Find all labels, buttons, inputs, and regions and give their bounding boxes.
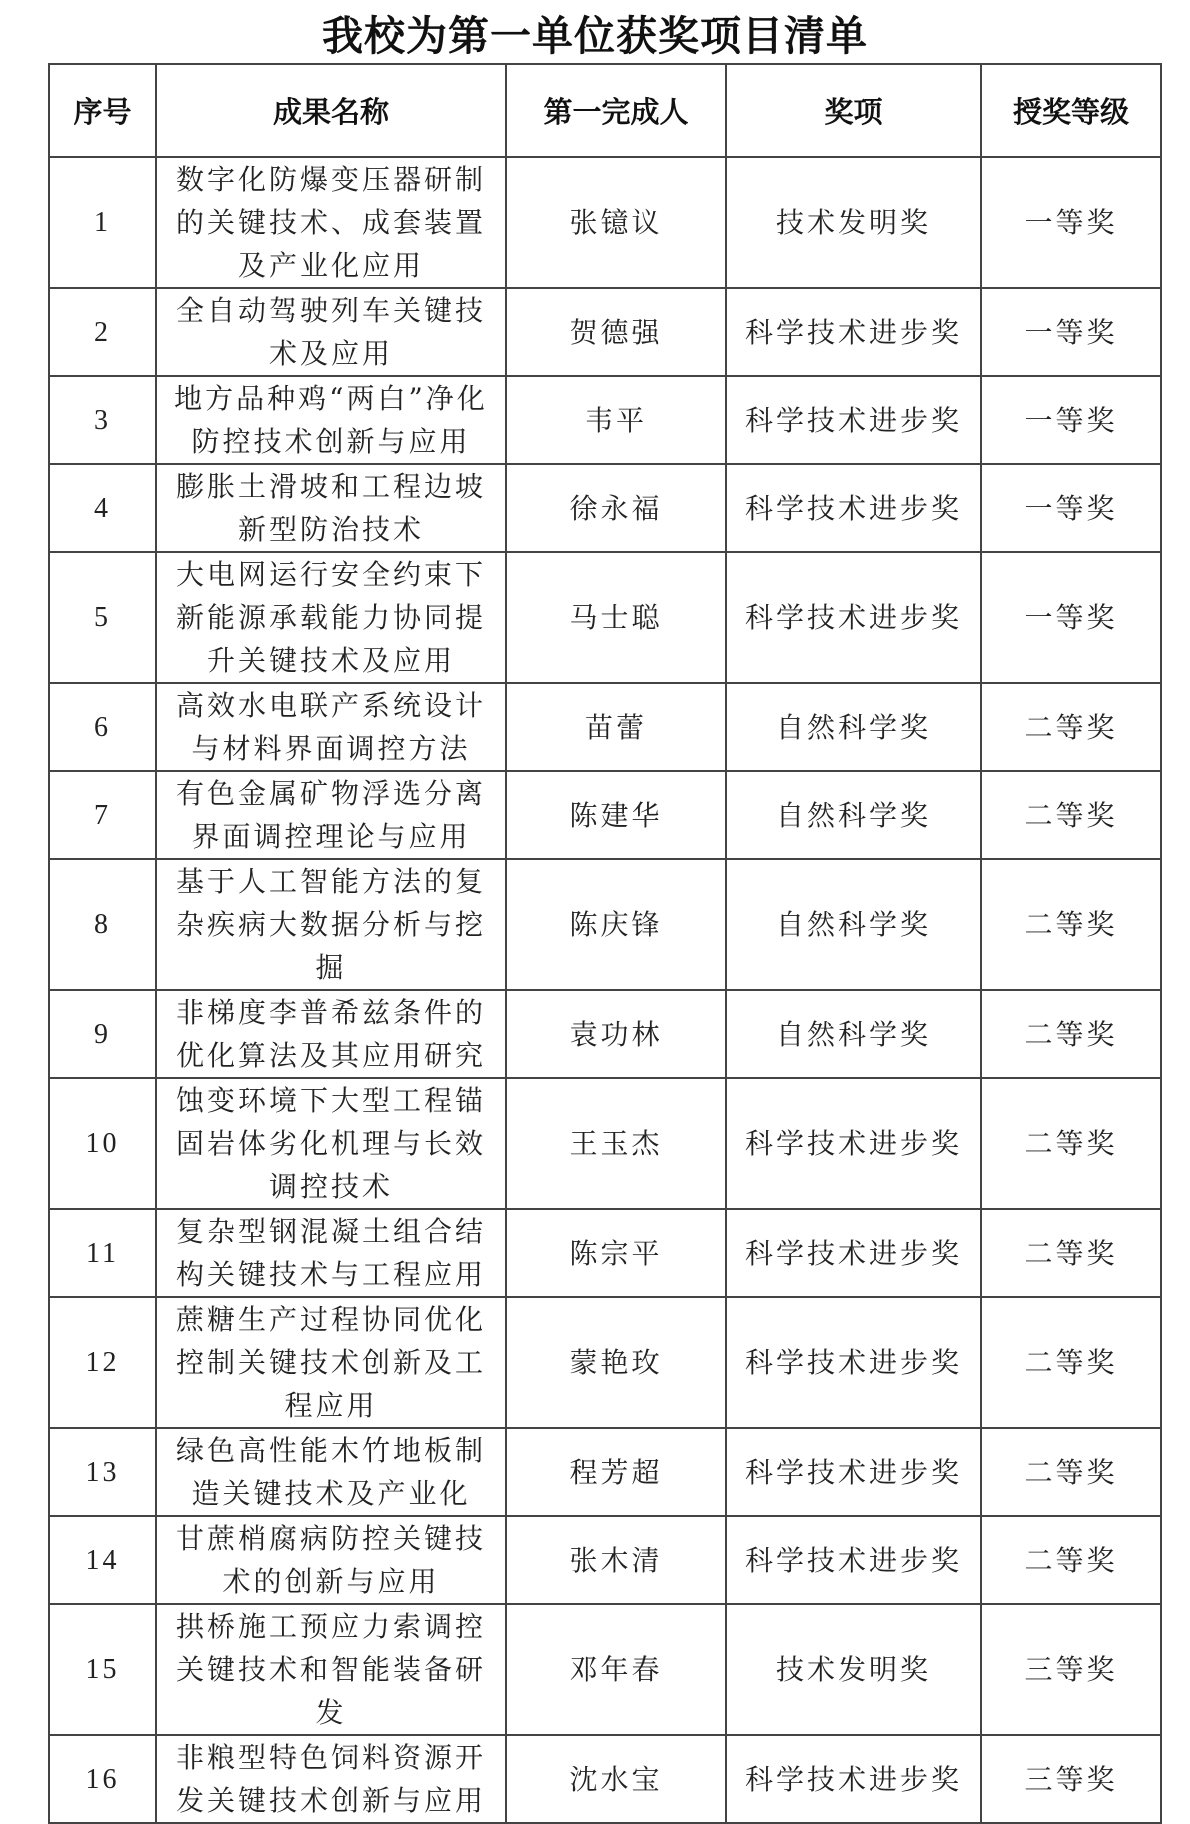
cell-name: 非粮型特色饲料资源开发关键技术创新与应用 [156,1735,506,1823]
cell-award: 自然科学奖 [726,683,981,771]
cell-award: 科学技术进步奖 [726,1516,981,1604]
table-row [49,1209,1161,1297]
cell-person: 邓年春 [506,1604,726,1735]
cell-award: 技术发明奖 [726,157,981,288]
cell-person: 韦平 [506,376,726,464]
cell-award: 自然科学奖 [726,771,981,859]
table-row [49,1516,1161,1604]
table-row [49,1604,1161,1735]
cell-no: 4 [49,464,156,552]
cell-person: 苗蕾 [506,683,726,771]
cell-no: 11 [49,1209,156,1297]
table-row [49,990,1161,1078]
cell-name: 基于人工智能方法的复杂疾病大数据分析与挖掘 [156,859,506,990]
cell-level: 二等奖 [981,1078,1161,1209]
cell-award: 科学技术进步奖 [726,1735,981,1823]
cell-level: 三等奖 [981,1735,1161,1823]
cell-award: 科学技术进步奖 [726,1428,981,1516]
cell-person: 陈宗平 [506,1209,726,1297]
cell-name: 非梯度李普希兹条件的优化算法及其应用研究 [156,990,506,1078]
cell-name: 地方品种鸡“两白”净化防控技术创新与应用 [156,376,506,464]
cell-person: 王玉杰 [506,1078,726,1209]
table-row [49,683,1161,771]
cell-level: 二等奖 [981,1297,1161,1428]
cell-level: 一等奖 [981,464,1161,552]
table-row [49,1428,1161,1516]
cell-name: 有色金属矿物浮选分离界面调控理论与应用 [156,771,506,859]
table-row [49,464,1161,552]
cell-name: 绿色高性能木竹地板制造关键技术及产业化 [156,1428,506,1516]
cell-award: 科学技术进步奖 [726,552,981,683]
cell-award: 科学技术进步奖 [726,288,981,376]
cell-level: 二等奖 [981,990,1161,1078]
cell-no: 9 [49,990,156,1078]
header-person: 第一完成人 [506,64,726,157]
award-table [48,63,1162,1824]
table-row [49,771,1161,859]
cell-no: 3 [49,376,156,464]
cell-level: 三等奖 [981,1604,1161,1735]
cell-level: 一等奖 [981,376,1161,464]
cropped-text-line [60,1812,1140,1822]
cell-level: 二等奖 [981,771,1161,859]
cell-no: 14 [49,1516,156,1604]
header-no: 序号 [49,64,156,157]
cell-award: 科学技术进步奖 [726,1078,981,1209]
cell-person: 陈建华 [506,771,726,859]
cell-level: 二等奖 [981,1516,1161,1604]
cell-level: 一等奖 [981,157,1161,288]
cell-person: 徐永福 [506,464,726,552]
cell-level: 二等奖 [981,1209,1161,1297]
table-row [49,859,1161,990]
cell-person: 贺德强 [506,288,726,376]
cell-name: 全自动驾驶列车关键技术及应用 [156,288,506,376]
cell-person: 陈庆锋 [506,859,726,990]
cell-award: 技术发明奖 [726,1604,981,1735]
cell-award: 科学技术进步奖 [726,376,981,464]
cell-award: 科学技术进步奖 [726,464,981,552]
cell-person: 蒙艳玫 [506,1297,726,1428]
cell-no: 2 [49,288,156,376]
table-row [49,1078,1161,1209]
cell-level: 一等奖 [981,552,1161,683]
cell-no: 13 [49,1428,156,1516]
cell-no: 10 [49,1078,156,1209]
cell-no: 12 [49,1297,156,1428]
cell-name: 复杂型钢混凝土组合结构关键技术与工程应用 [156,1209,506,1297]
table-row [49,157,1161,288]
cell-person: 马士聪 [506,552,726,683]
cell-award: 自然科学奖 [726,859,981,990]
cell-name: 蔗糖生产过程协同优化控制关键技术创新及工程应用 [156,1297,506,1428]
cell-level: 一等奖 [981,288,1161,376]
cell-level: 二等奖 [981,1428,1161,1516]
cell-person: 袁功林 [506,990,726,1078]
table-row [49,1297,1161,1428]
cell-name: 蚀变环境下大型工程锚固岩体劣化机理与长效调控技术 [156,1078,506,1209]
cell-no: 16 [49,1735,156,1823]
table-row [49,288,1161,376]
table-row [49,1735,1161,1823]
cell-name: 高效水电联产系统设计与材料界面调控方法 [156,683,506,771]
header-award: 奖项 [726,64,981,157]
cell-award: 科学技术进步奖 [726,1209,981,1297]
table-header-row [49,64,1161,157]
cell-level: 二等奖 [981,859,1161,990]
cell-person: 张镱议 [506,157,726,288]
cell-name: 甘蔗梢腐病防控关键技术的创新与应用 [156,1516,506,1604]
cell-person: 张木清 [506,1516,726,1604]
cell-level: 二等奖 [981,683,1161,771]
header-name: 成果名称 [156,64,506,157]
cell-no: 8 [49,859,156,990]
header-level: 授奖等级 [981,64,1161,157]
cell-no: 1 [49,157,156,288]
cell-award: 科学技术进步奖 [726,1297,981,1428]
cell-no: 5 [49,552,156,683]
cell-no: 6 [49,683,156,771]
cell-award: 自然科学奖 [726,990,981,1078]
cell-name: 大电网运行安全约束下新能源承载能力协同提升关键技术及应用 [156,552,506,683]
cell-person: 程芳超 [506,1428,726,1516]
page-title: 我校为第一单位获奖项目清单 [322,12,868,60]
cell-person: 沈水宝 [506,1735,726,1823]
cell-name: 膨胀土滑坡和工程边坡新型防治技术 [156,464,506,552]
table-row [49,376,1161,464]
cell-name: 数字化防爆变压器研制的关键技术、成套装置及产业化应用 [156,157,506,288]
cell-no: 15 [49,1604,156,1735]
table-row [49,552,1161,683]
cell-name: 拱桥施工预应力索调控关键技术和智能装备研发 [156,1604,506,1735]
cell-no: 7 [49,771,156,859]
